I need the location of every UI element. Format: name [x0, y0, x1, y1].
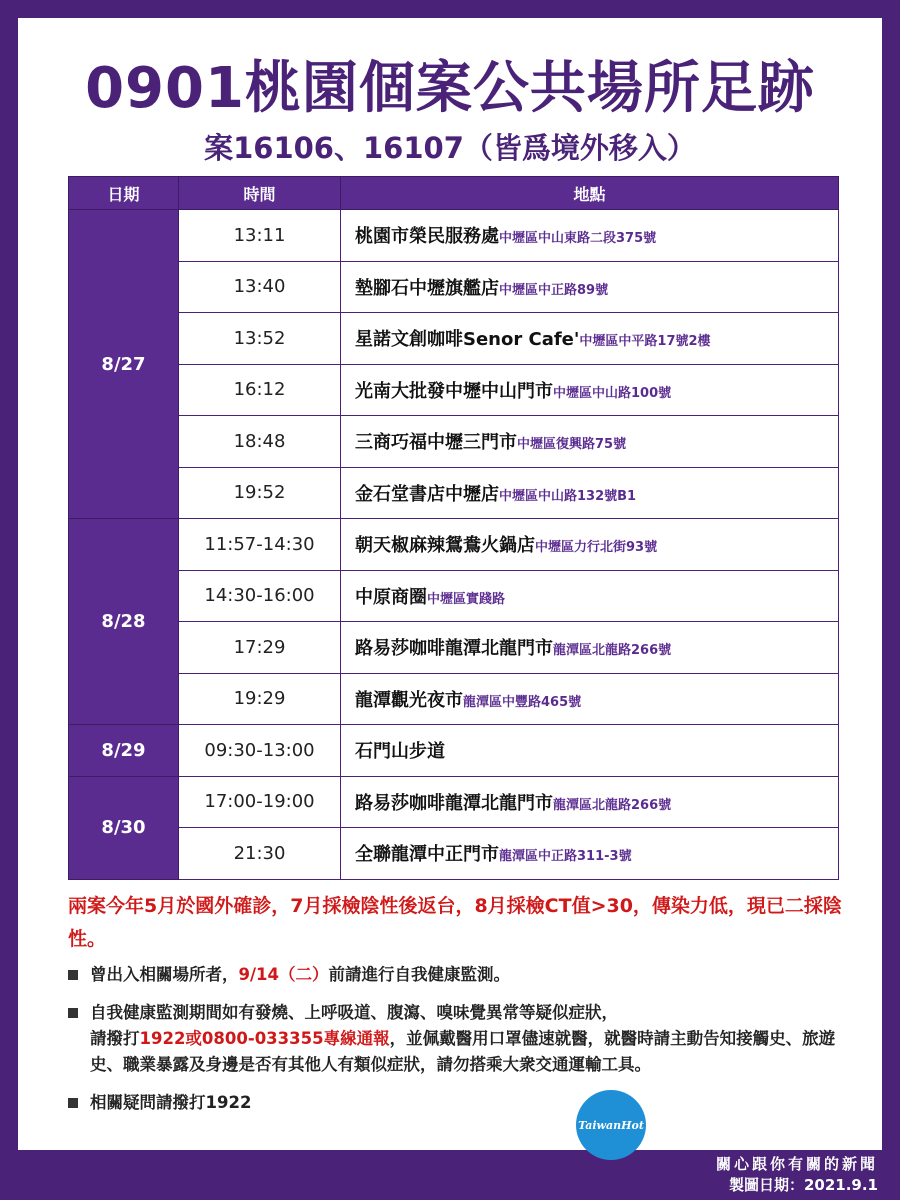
footprint-table	[68, 176, 839, 880]
place-name: 路易莎咖啡龍潭北龍門市	[355, 638, 553, 660]
note-text: 相關疑問請撥打1922	[90, 1093, 252, 1112]
place-cell	[341, 828, 839, 880]
note-text: 前請進行自我健康監測。	[328, 965, 510, 984]
place-name: 路易莎咖啡龍潭北龍門市	[355, 792, 553, 814]
note-text: 曾出入相關場所者，	[90, 965, 239, 984]
place-cell	[341, 210, 839, 262]
time-cell: 11:57-14:30	[179, 519, 341, 571]
time-cell: 21:30	[179, 828, 341, 880]
table-row	[69, 210, 839, 262]
table-row	[69, 364, 839, 416]
note-highlight-hotline: 1922或0800-033355專線通報	[139, 1029, 390, 1048]
note-text: ，並佩戴醫用口罩儘速就醫，就醫時請主動告知接觸史、旅遊史、職業暴露及身邊是否有其他人有類似症狀，請勿搭乘大衆交通運輸工具。	[90, 1029, 836, 1074]
place-cell	[341, 673, 839, 725]
footer-slogan: 關心跟你有關的新聞	[715, 1155, 878, 1173]
place-address: 龍潭區北龍路266號	[553, 643, 672, 659]
place-cell	[341, 261, 839, 313]
table-row	[69, 828, 839, 880]
square-bullet-icon	[68, 1098, 78, 1108]
time-cell: 09:30-13:00	[179, 725, 341, 777]
production-date: 製圖日期：2021.9.1	[728, 1176, 878, 1194]
note-text: 自我健康監測期間如有發燒、上呼吸道、腹瀉、嗅味覺異常等疑似症狀，	[90, 1003, 618, 1022]
table-row	[69, 673, 839, 725]
page-title: 0901桃園個案公共場所足跡	[85, 56, 815, 121]
header-date: 日期	[69, 177, 179, 210]
date-cell: 8/28	[69, 519, 179, 725]
header-place: 地點	[341, 177, 839, 210]
place-name: 三商巧福中壢三門市	[355, 432, 517, 454]
logo-text: TaiwanHot	[578, 1118, 644, 1132]
place-address: 中壢區力行北街93號	[535, 540, 658, 556]
place-address: 中壢區中正路89號	[499, 282, 609, 298]
time-cell: 16:12	[179, 364, 341, 416]
place-address: 中壢區復興路75號	[517, 437, 627, 453]
table-row	[69, 570, 839, 622]
date-cell: 8/29	[69, 725, 179, 777]
square-bullet-icon	[68, 1008, 78, 1018]
table-row	[69, 776, 839, 828]
note-self-monitoring	[68, 962, 858, 988]
place-cell	[341, 622, 839, 674]
place-cell	[341, 364, 839, 416]
place-address: 龍潭區北龍路266號	[553, 797, 672, 813]
place-name: 石門山步道	[355, 741, 445, 763]
time-cell: 13:11	[179, 210, 341, 262]
place-name: 金石堂書店中壢店	[355, 483, 499, 505]
place-name: 桃園市榮民服務處	[355, 226, 499, 248]
place-name: 龍潭觀光夜市	[355, 689, 463, 711]
table-row	[69, 519, 839, 571]
square-bullet-icon	[68, 970, 78, 980]
note-highlight-date: 9/14（二）	[238, 965, 329, 984]
poster	[18, 18, 882, 1150]
place-cell	[341, 776, 839, 828]
page-subtitle: 案16106、16107（皆爲境外移入）	[204, 131, 696, 165]
place-name: 星諾文創咖啡Senor Cafe'	[355, 329, 580, 351]
date-cell: 8/27	[69, 210, 179, 519]
place-name: 光南大批發中壢中山門市	[355, 380, 553, 402]
table-row	[69, 725, 839, 777]
place-address: 中壢區中山路132號B1	[499, 488, 637, 504]
place-name: 墊腳石中壢旗艦店	[355, 277, 499, 299]
taiwanhot-logo	[576, 1090, 646, 1160]
table-row	[69, 313, 839, 365]
place-address: 中壢區中山路100號	[553, 385, 672, 401]
time-cell: 17:29	[179, 622, 341, 674]
notes-list	[68, 962, 858, 1128]
note-inquiries	[68, 1090, 858, 1116]
place-address: 龍潭區中豐路465號	[463, 694, 582, 710]
table-body	[69, 210, 839, 880]
date-cell: 8/30	[69, 776, 179, 879]
place-address: 中壢區中平路17號2樓	[579, 334, 711, 350]
place-cell	[341, 519, 839, 571]
table-row	[69, 261, 839, 313]
place-cell	[341, 313, 839, 365]
place-cell	[341, 416, 839, 468]
place-address: 中壢區中山東路二段375號	[499, 231, 657, 247]
table-row	[69, 416, 839, 468]
note-text: 請撥打	[90, 1029, 140, 1048]
place-address: 中壢區實踐路	[427, 591, 506, 607]
time-cell: 18:48	[179, 416, 341, 468]
time-cell: 14:30-16:00	[179, 570, 341, 622]
table-row	[69, 467, 839, 519]
time-cell: 19:52	[179, 467, 341, 519]
time-cell: 19:29	[179, 673, 341, 725]
case-status-warning: 兩案今年5月於國外確診，7月採檢陰性後返台，8月採檢CT值>30，傳染力低，現已二採陰性。	[68, 895, 842, 950]
time-cell: 17:00-19:00	[179, 776, 341, 828]
place-cell	[341, 725, 839, 777]
place-address: 龍潭區中正路311-3號	[499, 849, 632, 865]
time-cell: 13:52	[179, 313, 341, 365]
table-row	[69, 622, 839, 674]
place-cell	[341, 570, 839, 622]
place-name: 朝天椒麻辣鴛鴦火鍋店	[355, 535, 535, 557]
place-name: 中原商圈	[355, 586, 427, 608]
table-header-row	[69, 177, 839, 210]
time-cell: 13:40	[179, 261, 341, 313]
place-name: 全聯龍潭中正門市	[355, 844, 499, 866]
header-time: 時間	[179, 177, 341, 210]
place-cell	[341, 467, 839, 519]
note-symptoms	[68, 1000, 858, 1078]
